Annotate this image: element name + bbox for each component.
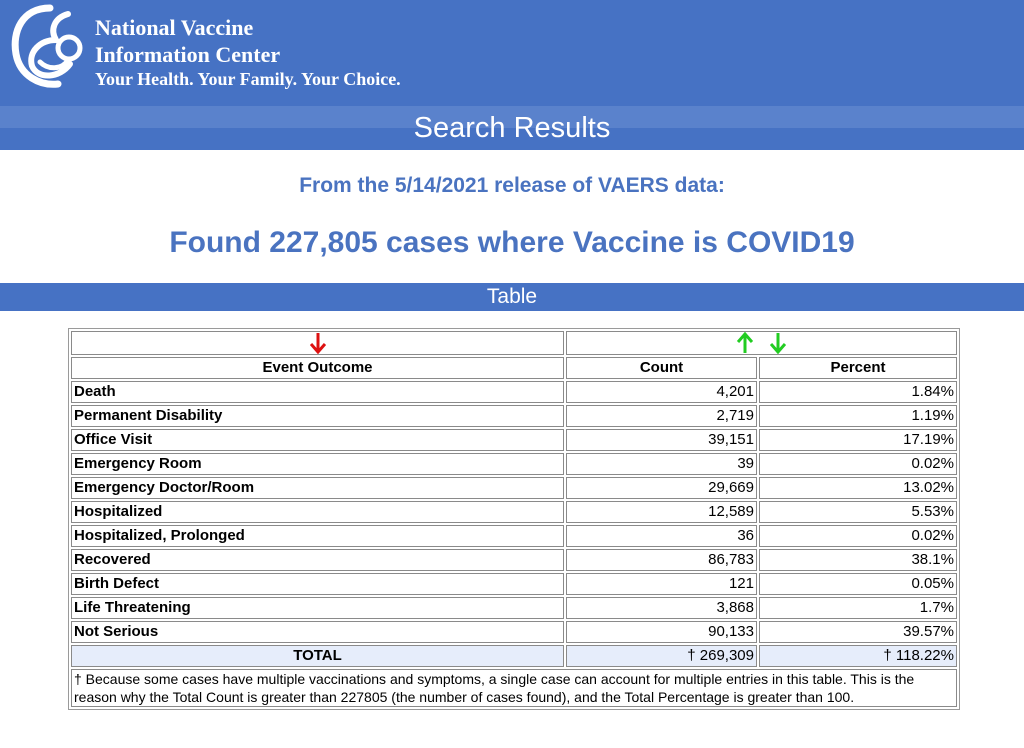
total-count: † 269,309 xyxy=(566,645,757,667)
org-name[interactable] xyxy=(95,14,401,90)
found-count: Found 227,805 cases where Vaccine is COVID19 xyxy=(169,226,855,259)
count-cell: 3,868 xyxy=(566,597,757,619)
event-cell: Death xyxy=(71,381,564,403)
arrow-up-icon[interactable] xyxy=(737,332,753,354)
org-line2: Information Center xyxy=(95,42,281,67)
event-cell: Life Threatening xyxy=(71,597,564,619)
header-row xyxy=(71,357,957,379)
percent-cell: 1.19% xyxy=(759,405,957,427)
results-table xyxy=(68,328,960,710)
count-cell: 39 xyxy=(566,453,757,475)
event-cell: Emergency Room xyxy=(71,453,564,475)
event-cell: Hospitalized, Prolonged xyxy=(71,525,564,547)
percent-cell: 39.57% xyxy=(759,621,957,643)
sort-row xyxy=(71,331,957,355)
percent-cell: 1.7% xyxy=(759,597,957,619)
event-cell: Office Visit xyxy=(71,429,564,451)
count-header: Count xyxy=(566,357,757,379)
footnote-row xyxy=(71,669,957,707)
table-row xyxy=(71,573,957,595)
table-row xyxy=(71,429,957,451)
event-sort-cell xyxy=(71,331,564,355)
footnote: † Because some cases have multiple vaccinations and symptoms, a single case can account for multiple entries in this table. This is the reason why the Total Count is greater than 227805 (the number of cases found), and the Total Percentage is greater than 100. xyxy=(71,669,957,707)
count-cell: 121 xyxy=(566,573,757,595)
table-row xyxy=(71,597,957,619)
count-cell: 12,589 xyxy=(566,501,757,523)
arrow-down-icon[interactable] xyxy=(310,332,326,354)
count-cell: 36 xyxy=(566,525,757,547)
arrow-down-icon[interactable] xyxy=(770,332,786,354)
count-cell: 39,151 xyxy=(566,429,757,451)
table-row xyxy=(71,381,957,403)
site-header xyxy=(0,0,1024,150)
percent-cell: 13.02% xyxy=(759,477,957,499)
count-cell: 2,719 xyxy=(566,405,757,427)
percent-cell: 0.02% xyxy=(759,525,957,547)
count-cell: 29,669 xyxy=(566,477,757,499)
event-cell: Emergency Doctor/Room xyxy=(71,477,564,499)
count-cell: 90,133 xyxy=(566,621,757,643)
table-row xyxy=(71,477,957,499)
event-cell: Permanent Disability xyxy=(71,405,564,427)
count-sort-cell xyxy=(566,331,957,355)
table-row xyxy=(71,453,957,475)
event-cell: Recovered xyxy=(71,549,564,571)
table-row xyxy=(71,525,957,547)
table-row xyxy=(71,501,957,523)
event-cell: Hospitalized xyxy=(71,501,564,523)
event-outcome-header: Event Outcome xyxy=(71,357,564,379)
percent-cell: 38.1% xyxy=(759,549,957,571)
release-info: From the 5/14/2021 release of VAERS data: xyxy=(299,174,725,197)
count-cell: 86,783 xyxy=(566,549,757,571)
percent-header: Percent xyxy=(759,357,957,379)
percent-cell: 5.53% xyxy=(759,501,957,523)
event-cell: Birth Defect xyxy=(71,573,564,595)
table-row xyxy=(71,549,957,571)
percent-cell: 0.05% xyxy=(759,573,957,595)
nvic-logo-icon[interactable] xyxy=(10,4,90,88)
table-row xyxy=(71,621,957,643)
section-title: Table xyxy=(0,283,1024,311)
total-label: TOTAL xyxy=(71,645,564,667)
table-row xyxy=(71,405,957,427)
org-tagline: Your Health. Your Family. Your Choice. xyxy=(95,69,401,89)
percent-cell: 0.02% xyxy=(759,453,957,475)
percent-cell: 1.84% xyxy=(759,381,957,403)
page-title: Search Results xyxy=(413,112,611,144)
org-line1: National Vaccine xyxy=(95,15,254,40)
count-cell: 4,201 xyxy=(566,381,757,403)
percent-cell: 17.19% xyxy=(759,429,957,451)
total-percent: † 118.22% xyxy=(759,645,957,667)
total-row xyxy=(71,645,957,667)
event-cell: Not Serious xyxy=(71,621,564,643)
